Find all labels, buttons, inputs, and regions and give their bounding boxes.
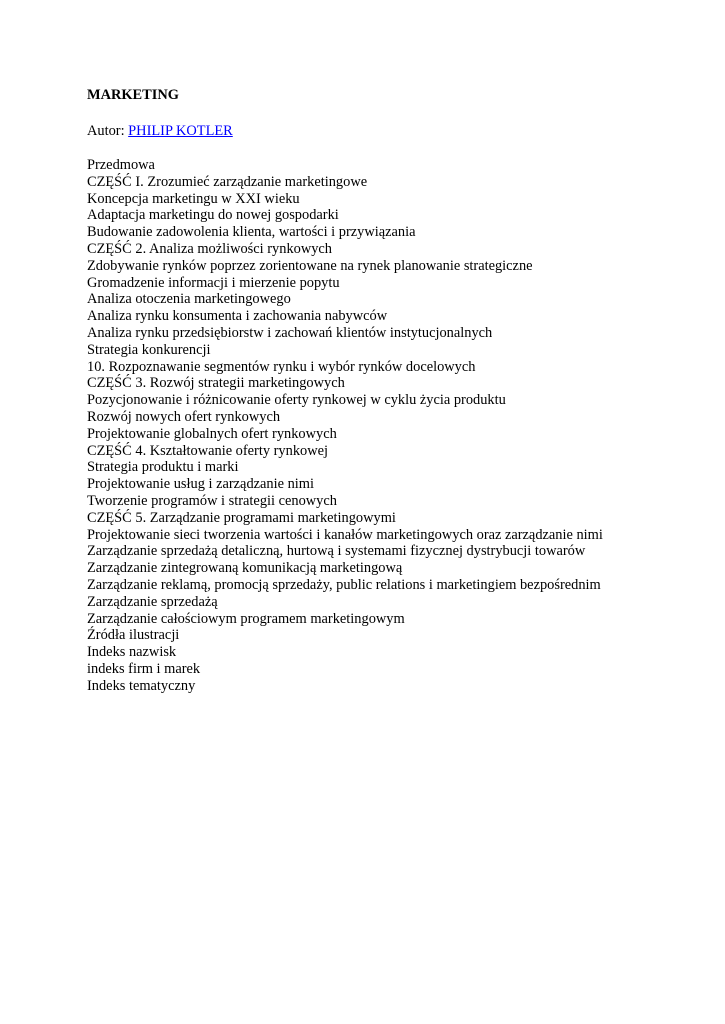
toc-item: Zarządzanie zintegrowaną komunikacją marketingową	[87, 560, 403, 577]
table-of-contents	[87, 157, 707, 695]
toc-item: Analiza rynku konsumenta i zachowania nabywców	[87, 308, 388, 325]
toc-item: CZĘŚĆ 3. Rozwój strategii marketingowych	[87, 375, 345, 392]
toc-item: Indeks nazwisk	[87, 644, 177, 661]
toc-item: CZĘŚĆ 4. Kształtowanie oferty rynkowej	[87, 442, 328, 459]
toc-item: Zdobywanie rynków poprzez zorientowane na rynek planowanie strategiczne	[87, 257, 533, 274]
toc-item: CZĘŚĆ 2. Analiza możliwości rynkowych	[87, 240, 333, 257]
toc-item: Zarządzanie całościowym programem marketingowym	[87, 610, 405, 627]
toc-item: CZĘŚĆ 5. Zarządzanie programami marketingowymi	[87, 509, 396, 526]
document-page	[87, 85, 707, 695]
toc-item: Budowanie zadowolenia klienta, wartości i przywiązania	[87, 224, 416, 241]
toc-item: Źródła ilustracji	[87, 627, 180, 644]
toc-item: 10. Rozpoznawanie segmentów rynku i wybór rynków docelowych	[87, 358, 476, 375]
toc-item: CZĘŚĆ I. Zrozumieć zarządzanie marketingowe	[87, 173, 368, 190]
document-title: MARKETING	[87, 87, 179, 103]
toc-item: Projektowanie globalnych ofert rynkowych	[87, 425, 337, 442]
toc-item: Tworzenie programów i strategii cenowych	[87, 492, 337, 509]
toc-item: Zarządzanie sprzedażą	[87, 593, 218, 610]
toc-item: Projektowanie sieci tworzenia wartości i kanałów marketingowych oraz zarządzanie nimi	[87, 526, 603, 543]
author-line	[87, 121, 707, 141]
toc-item: Analiza otoczenia marketingowego	[87, 291, 291, 308]
toc-item: Gromadzenie informacji i mierzenie popytu	[87, 274, 340, 291]
toc-item: Projektowanie usług i zarządzanie nimi	[87, 476, 314, 493]
toc-item: Koncepcja marketingu w XXI wieku	[87, 190, 300, 207]
toc-item: Strategia produktu i marki	[87, 459, 239, 476]
toc-item: Analiza rynku przedsiębiorstw i zachowań klientów instytucjonalnych	[87, 324, 493, 341]
toc-item: Indeks tematyczny	[87, 677, 196, 694]
toc-item: Zarządzanie sprzedażą detaliczną, hurtową i systemami fizycznej dystrybucji towarów	[87, 543, 586, 560]
toc-item: indeks firm i marek	[87, 660, 201, 677]
toc-item: Rozwój nowych ofert rynkowych	[87, 408, 281, 425]
author-label: Autor:	[87, 123, 129, 139]
toc-item: Pozycjonowanie i różnicowanie oferty rynkowej w cyklu życia produktu	[87, 392, 506, 409]
toc-item: Strategia konkurencji	[87, 341, 211, 358]
author-link[interactable]: PHILIP KOTLER	[128, 123, 233, 139]
toc-item: Adaptacja marketingu do nowej gospodarki	[87, 207, 339, 224]
toc-item: Zarządzanie reklamą, promocją sprzedaży, public relations i marketingiem bezpośrednim	[87, 576, 601, 593]
toc-item: Przedmowa	[87, 157, 155, 173]
